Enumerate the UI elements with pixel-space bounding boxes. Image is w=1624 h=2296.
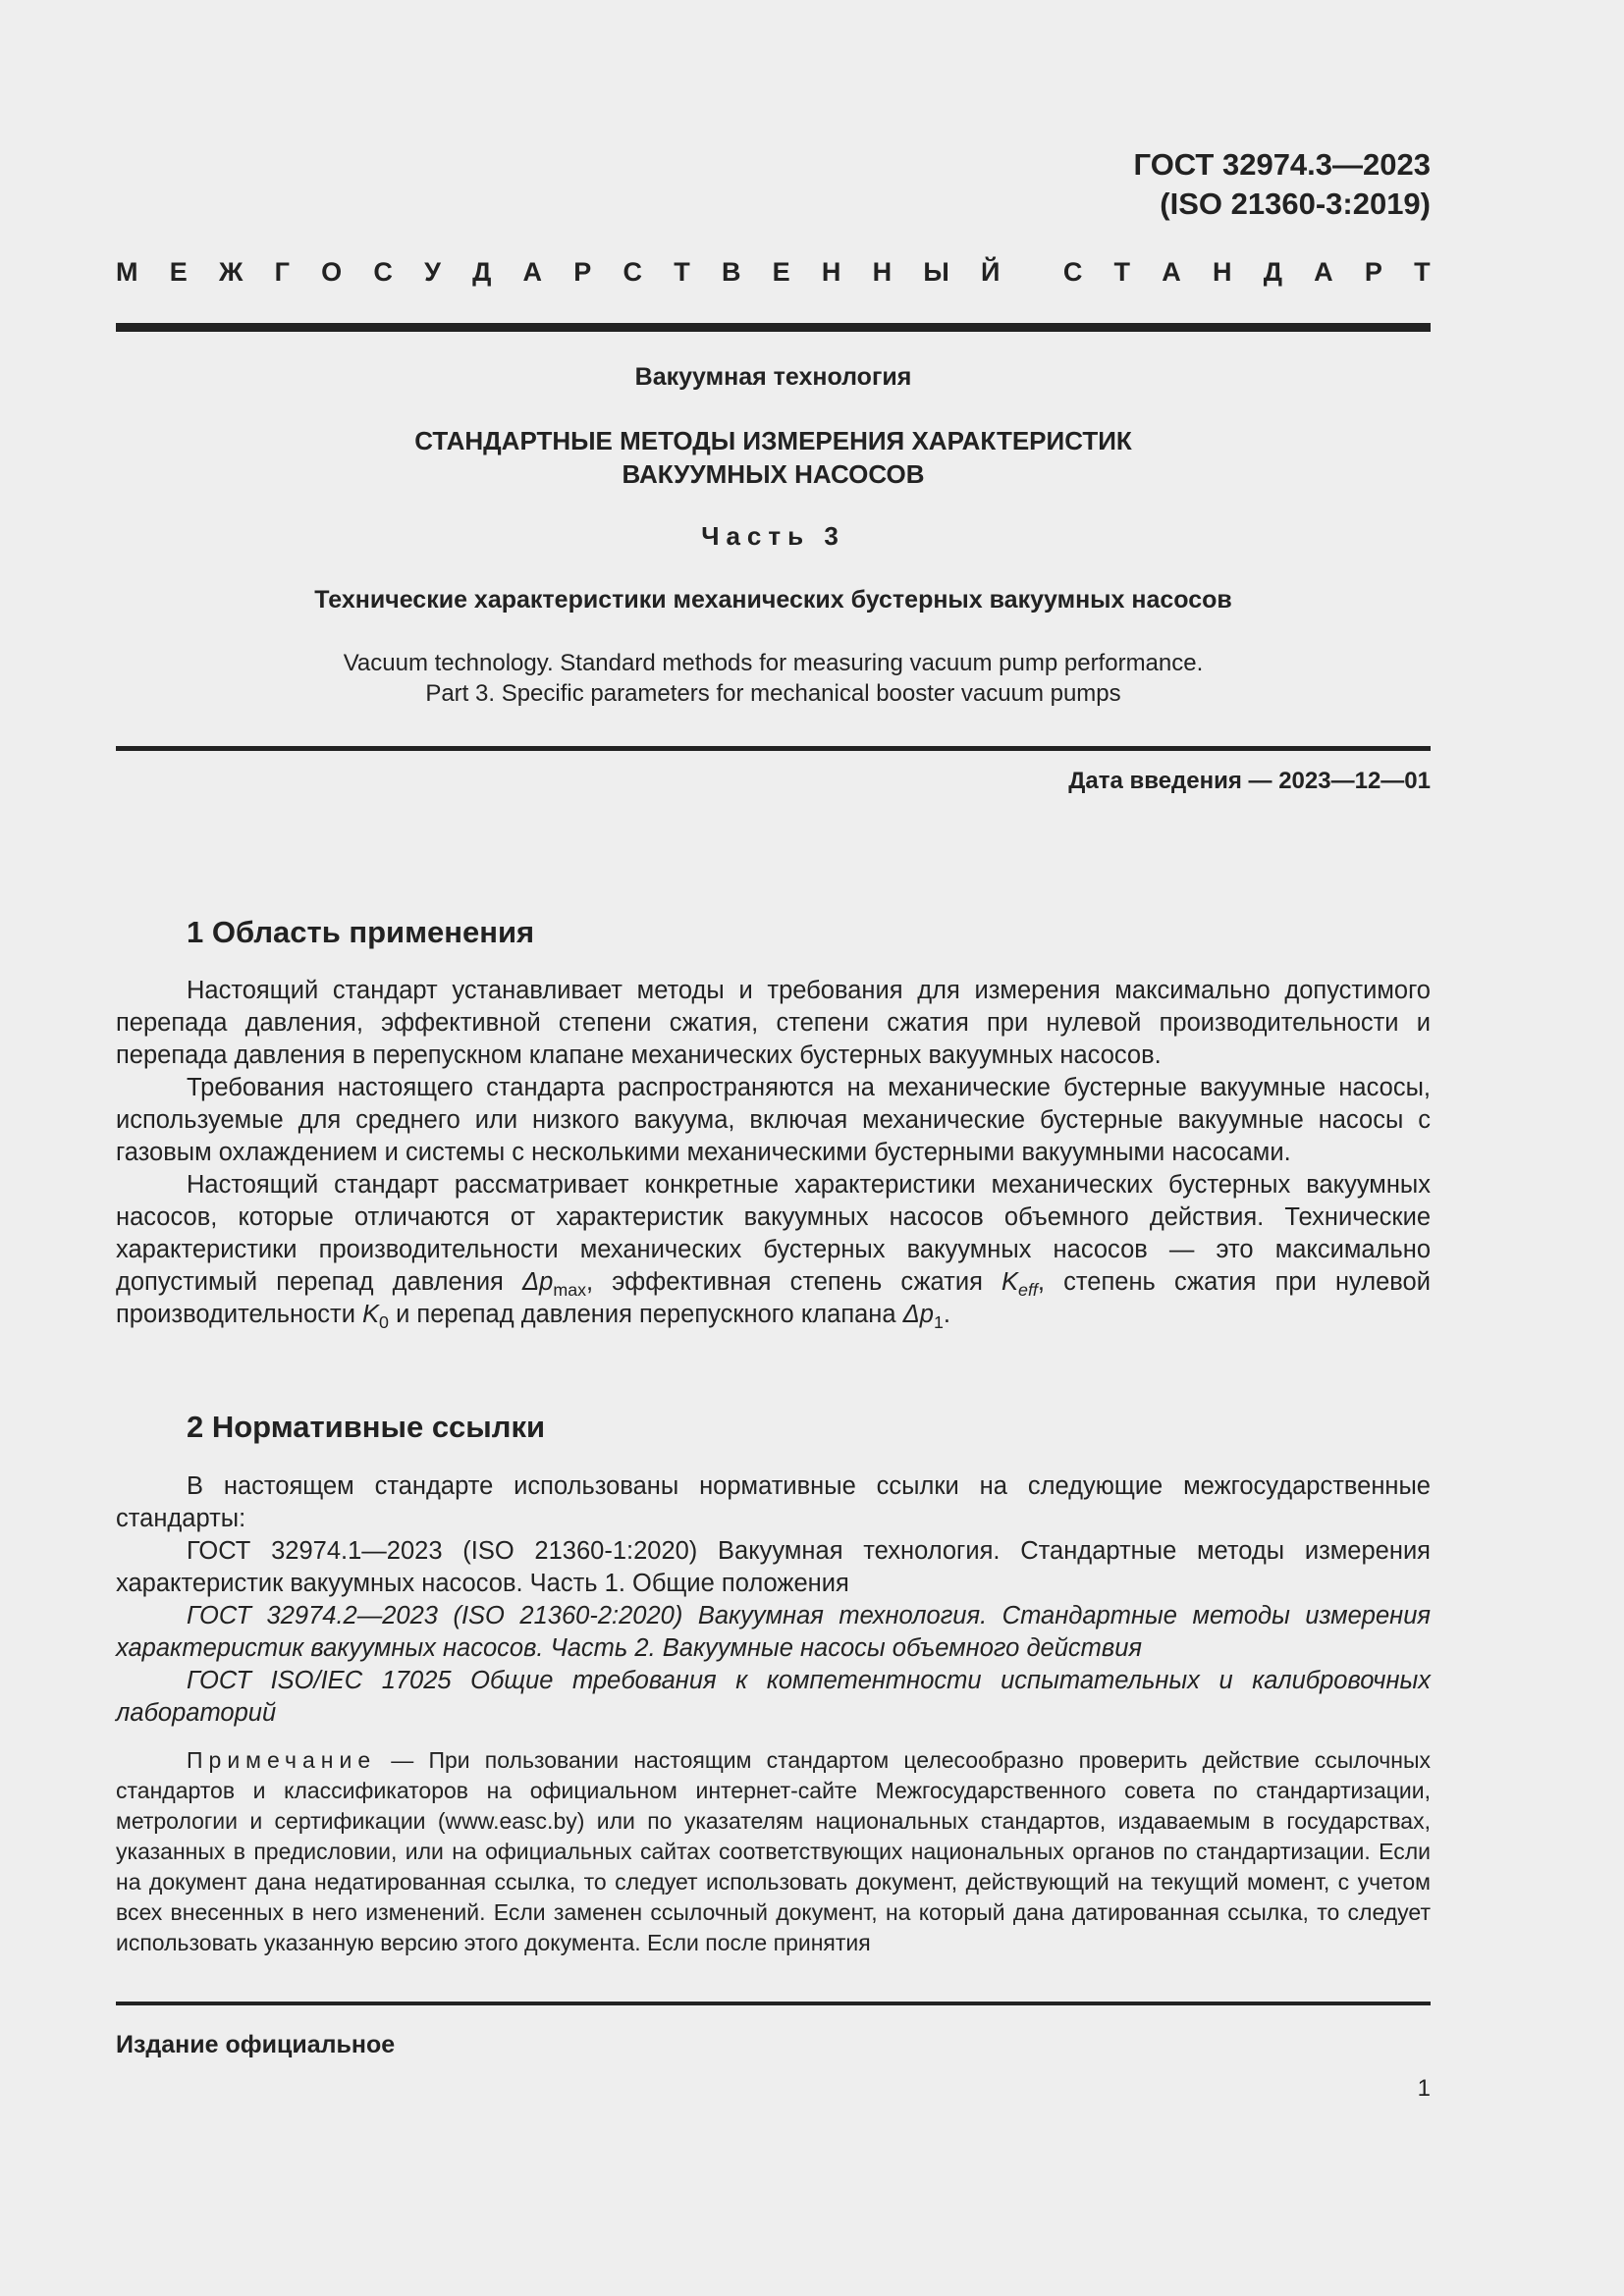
interstate-letter: О <box>321 257 343 287</box>
main-title-line1: СТАНДАРТНЫЕ МЕТОДЫ ИЗМЕРЕНИЯ ХАРАКТЕРИСТИК <box>414 426 1132 455</box>
note-text: — При пользовании настоящим стандартом целесообразно проверить действие ссылочных стандартов и классификаторов на официальном интернет-сайте Межгосударственного совета по стандартизации, метрологии и сертификации (www.easc.by) или по указателям национальных стандартов, издаваемым в государствах, указанных в предисловии, или на официальных сайтах соответствующих национальных органов по стандартизации. Если на документ дана недатированная ссылка, то следует использовать документ, действующий на текущий момент, с учетом всех внесенных в него изменений. Если заменен ссылочный документ, на который дана датированная ссылка, то следует использовать указанную версию этого документа. Если после принятия <box>116 1747 1431 1955</box>
interstate-standard-heading <box>116 257 1431 288</box>
subscript-max: max <box>553 1280 587 1301</box>
interstate-letter: Г <box>274 257 290 287</box>
interstate-letter: А <box>1162 257 1181 287</box>
interstate-letter: У <box>424 257 441 287</box>
note-paragraph <box>116 1745 1431 1958</box>
interstate-letter: А <box>1314 257 1333 287</box>
english-title <box>116 648 1431 709</box>
note-block <box>116 1745 1431 1958</box>
symbol-k0: K <box>362 1301 380 1328</box>
interstate-letter: Д <box>472 257 492 287</box>
title-divider <box>116 746 1431 751</box>
interstate-letter: Т <box>1414 257 1431 287</box>
doc-number-line1: ГОСТ 32974.3—2023 <box>1133 147 1431 182</box>
section2-body <box>116 1470 1431 1730</box>
section1-paragraph2: Требования настоящего стандарта распространяются на механические бустерные вакуумные насосы, используемые для среднего или низкого вакуума, включая механические бустерные вакуумные насосы с газовым охлаждением и системы с несколькими механическими бустерными вакуумными насосами. <box>116 1074 1431 1166</box>
p3-text-c: , степень сжатия при нулевой производительности <box>116 1268 1431 1328</box>
note-label: Примечание <box>187 1747 377 1773</box>
section1-paragraph1: Настоящий стандарт устанавливает методы и требования для измерения максимально допустимого перепада давления, эффективной степени сжатия, степени сжатия при нулевой производительности и перепада давления в перепускном клапане механических бустерных вакуумных насосов. <box>116 977 1431 1069</box>
interstate-letter: Р <box>573 257 592 287</box>
introduction-date: Дата введения — 2023—12—01 <box>1068 768 1431 794</box>
interstate-letter: Д <box>1263 257 1282 287</box>
section2-heading: 2 Нормативные ссылки <box>187 1410 546 1444</box>
interstate-letter: Н <box>821 257 841 287</box>
section1-paragraph3 <box>116 1169 1431 1331</box>
interstate-letter: В <box>721 257 741 287</box>
page-number: 1 <box>1417 2075 1431 2102</box>
interstate-letter: Й <box>980 257 1001 287</box>
interstate-letter: Е <box>169 257 188 287</box>
reference-gost-32974-1: ГОСТ 32974.1—2023 (ISO 21360-1:2020) Вакуумная технология. Стандартные методы измерения характеристик вакуумных насосов. Часть 1. Общие положения <box>116 1537 1431 1597</box>
interstate-letter: Е <box>772 257 790 287</box>
english-title-line1: Vacuum technology. Standard methods for measuring vacuum pump performance. <box>343 650 1204 676</box>
part-title: Технические характеристики механических бустерных вакуумных насосов <box>314 586 1232 614</box>
header-divider <box>116 323 1431 332</box>
interstate-letter: Н <box>872 257 893 287</box>
interstate-letter: Ы <box>923 257 949 287</box>
symbol-delta-p1: Δp <box>902 1301 934 1328</box>
main-title-line2: ВАКУУМНЫХ НАСОСОВ <box>622 459 925 489</box>
subscript-1: 1 <box>933 1312 944 1333</box>
reference-gost-32974-2: ГОСТ 32974.2—2023 (ISO 21360-2:2020) Вакуумная технология. Стандартные методы измерения характеристик вакуумных насосов. Часть 2. Вакуумные насосы объемного действия <box>116 1602 1431 1662</box>
p3-text-a: Настоящий стандарт рассматривает конкретные характеристики механических бустерных вакуумных насосов, которые отличаются от характеристик вакуумных насосов объемного действия. Технические характеристики производительности механических бустерных вакуумных насосов — это максимально допустимый перепад давления <box>116 1171 1431 1296</box>
reference-gost-iso-iec-17025: ГОСТ ISO/IEC 17025 Общие требования к компетентности испытательных и калибровочных лабораторий <box>116 1667 1431 1727</box>
p3-text-b: , эффективная степень сжатия <box>586 1268 1002 1296</box>
footer-divider <box>116 2002 1431 2005</box>
subscript-0: 0 <box>379 1312 389 1333</box>
official-edition-label: Издание официальное <box>116 2031 396 2058</box>
interstate-letter: С <box>1062 257 1083 287</box>
section2-paragraph1: В настоящем стандарте использованы нормативные ссылки на следующие межгосударственные стандарты: <box>116 1472 1431 1532</box>
interstate-letter: Ж <box>218 257 244 287</box>
interstate-letter: Н <box>1212 257 1232 287</box>
subscript-eff: eff <box>1018 1280 1038 1301</box>
document-number <box>1134 145 1431 224</box>
section1-body <box>116 975 1431 1331</box>
p3-text-e: . <box>943 1301 950 1328</box>
symbol-delta-p: Δp <box>522 1268 554 1296</box>
interstate-letter: Т <box>1113 257 1131 287</box>
interstate-letter: Т <box>674 257 690 287</box>
part-number: Часть 3 <box>701 521 845 551</box>
english-title-line2: Part 3. Specific parameters for mechanical booster vacuum pumps <box>425 680 1121 707</box>
main-title <box>116 424 1431 491</box>
doc-number-line2: (ISO 21360-3:2019) <box>1160 187 1431 221</box>
p3-text-d: и перепад давления перепускного клапана <box>388 1301 903 1328</box>
interstate-letter: М <box>116 257 138 287</box>
interstate-letter: С <box>373 257 393 287</box>
interstate-letter: А <box>522 257 543 287</box>
interstate-letter: С <box>623 257 642 287</box>
subject-title: Вакуумная технология <box>634 363 912 391</box>
symbol-k: K <box>1001 1268 1019 1296</box>
section1-heading: 1 Область применения <box>187 915 535 949</box>
interstate-letter: Р <box>1364 257 1382 287</box>
